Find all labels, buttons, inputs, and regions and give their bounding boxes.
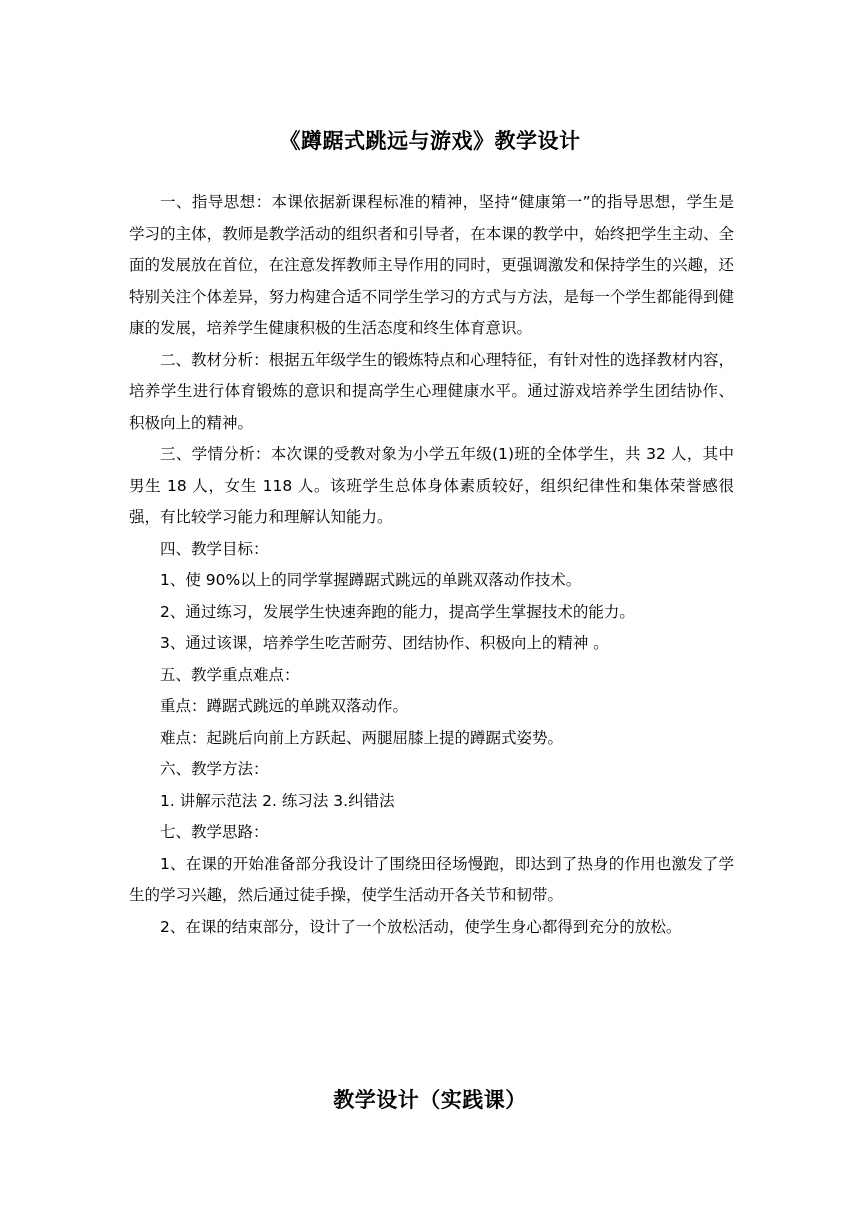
paragraph-key-point: 重点：蹲踞式跳远的单跳双落动作。 bbox=[160, 697, 409, 715]
paragraph-guiding-ideology: 一、指导思想：本课依据新课程标准的精神，坚持“健康第一”的指导思想，学生是学习的主体，教师是教学活动的组织者和引导者，在本课的教学中，始终把学生主动、全面的发展放在首位，在注意发挥教师主导作用的同时，更强调激发和保持学生的兴趣，还特别关注个体差异，努力构建合适不同学生学习的方式与方法，是每一个学生都能得到健康的发展，培养学生健康积极的生活态度和终生体育意识。 bbox=[129, 193, 734, 337]
document-body bbox=[129, 187, 734, 943]
paragraph-material-analysis: 二、教材分析：根据五年级学生的锻炼特点和心理特征，有针对性的选择教材内容，培养学生进行体育锻炼的意识和提高学生心理健康水平。通过游戏培养学生团结协作、 积极向上的精神。 bbox=[129, 350, 734, 432]
section-title: 教学设计（实践课） bbox=[333, 1088, 527, 1112]
paragraph-goal-3: 3、通过该课，培养学生吃苦耐劳、团结协作、积极向上的精神 。 bbox=[160, 634, 609, 652]
document-title: 《蹲踞式跳远与游戏》教学设计 bbox=[279, 129, 581, 153]
paragraph-methods-list: 1. 讲解示范法 2. 练习法 3.纠错法 bbox=[160, 791, 395, 810]
paragraph-methods-heading: 六、教学方法： bbox=[160, 760, 269, 778]
paragraph-difficulty: 难点：起跳后向前上方跃起、两腿屈膝上提的蹲踞式姿势。 bbox=[160, 728, 564, 747]
paragraph-key-points-heading: 五、教学重点难点： bbox=[160, 665, 300, 684]
paragraph-goal-1: 1、使 90%以上的同学掌握蹲踞式跳远的单跳双落动作技术。 bbox=[160, 571, 582, 589]
paragraph-approach-1: 1、在课的开始准备部分我设计了围绕田径场慢跑，即达到了热身的作用也激发了学生的学习兴趣，然后通过徒手操，使学生活动开各关节和韧带。 bbox=[129, 854, 734, 904]
paragraph-student-analysis: 三、学情分析：本次课的受教对象为小学五年级(1)班的全体学生，共 32 人，其中男生 18 人，女生 118 人。该班学生总体身体素质较好，组织纪律性和集体荣誉感很强，有比较学习能力和理解认知能力。 bbox=[129, 445, 734, 526]
paragraph-approach-heading: 七、教学思路： bbox=[160, 823, 269, 841]
paragraph-goal-2: 2、通过练习，发展学生快速奔跑的能力，提高学生掌握技术的能力。 bbox=[160, 602, 635, 621]
paragraph-teaching-goals-heading: 四、教学目标： bbox=[160, 539, 269, 558]
paragraph-approach-2: 2、在课的结束部分，设计了一个放松活动，使学生身心都得到充分的放松。 bbox=[160, 917, 682, 936]
